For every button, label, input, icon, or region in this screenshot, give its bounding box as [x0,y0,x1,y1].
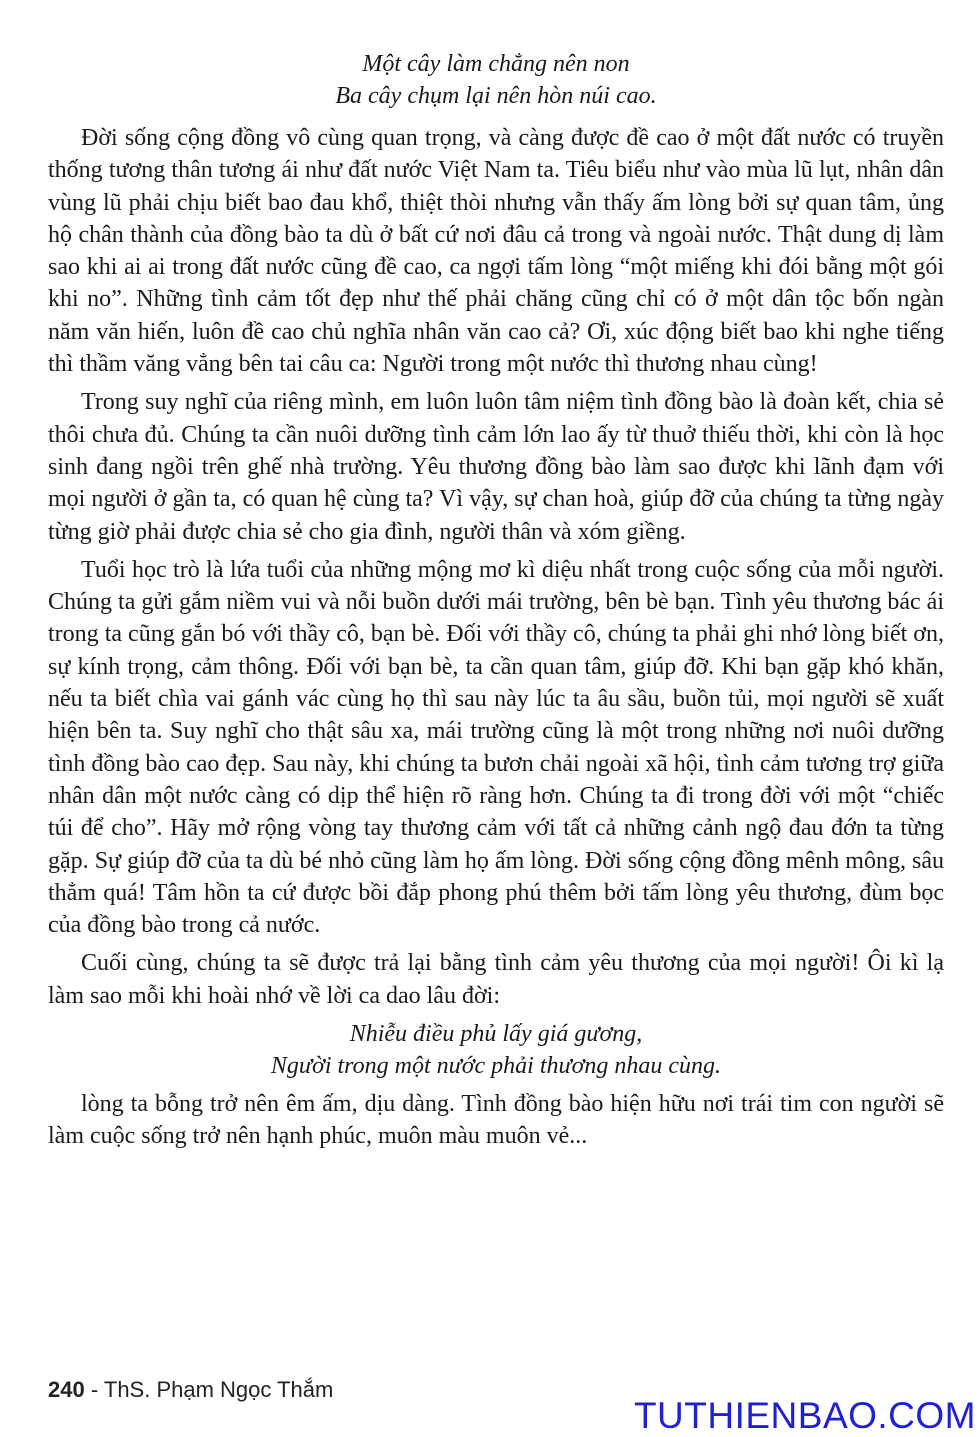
quoted-verse [48,1018,944,1082]
verse-line-1: Một cây làm chẳng nên non [362,51,630,77]
closing-paragraph: lòng ta bỗng trở nên êm ấm, dịu dàng. Tình đồng bào hiện hữu nơi trái tim con người sẽ làm cuộc sống trở nên hạnh phúc, muôn màu muôn vẻ... [48,1091,944,1150]
paragraph-2: Trong suy nghĩ của riêng mình, em luôn luôn tâm niệm tình đồng bào là đoàn kết, chia sẻ thôi chưa đủ. Chúng ta cần nuôi dưỡng tình cảm lớn lao ấy từ thuở thiếu thời, khi còn là học sinh đang ngồi trên ghế nhà trường. Yêu thương đồng bào làm sao được khi lãnh đạm với mọi người ở gần ta, có quan hệ cùng ta? Vì vậy, sự chan hoà, giúp đỡ của chúng ta từng ngày từng giờ phải được chia sẻ cho gia đình, người thân và xóm giềng. [48,389,944,545]
verse-line-2: Ba cây chụm lại nên hòn núi cao. [335,83,657,109]
quoted-verse-line-1: Nhiễu điều phủ lấy giá gương, [349,1021,643,1048]
page-body [48,48,944,1159]
paragraph-3: Tuổi học trò là lứa tuổi của những mộng mơ kì diệu nhất trong cuộc sống của mỗi người. Chúng ta gửi gắm niềm vui và nỗi buồn dưới mái trường, bên bè bạn. Tình yêu thương bác ái trong ta cũng gắn bó với thầy cô, bạn bè. Đối với thầy cô, chúng ta phải ghi nhớ lòng biết ơn, sự kính trọng, cảm thông. Đối với bạn bè, ta cần quan tâm, giúp đỡ. Khi bạn gặp khó khăn, nếu ta biết chìa vai gánh vác cùng họ thì sau này lúc ta âu sầu, buồn tủi, mọi người sẽ xuất hiện bên ta. Suy nghĩ cho thật sâu xa, mái trường cũng là một trong những nơi nuôi dưỡng tình đồng bào cao đẹp. Sau này, khi chúng ta bươn chải ngoài xã hội, tình cảm tương trợ giữa nhân dân một nước càng có dịp thể hiện rõ ràng hơn. Chúng ta đi trong đời với một “chiếc túi để cho”. Hãy mở rộng vòng tay thương cảm với tất cả những cảnh ngộ đau đớn ta từng gặp. Sự giúp đỡ của ta dù bé nhỏ cũng làm họ ấm lòng. Đời sống cộng đồng mênh mông, sâu thẳm quá! Tâm hồn ta cứ được bồi đắp phong phú thêm bởi tấm lòng yêu thương, đùm bọc của đồng bào trong cả nước. [48,556,944,939]
page-footer [48,1377,333,1403]
footer-author: ThS. Phạm Ngọc Thắm [103,1377,334,1402]
paragraph-1: Đời sống cộng đồng vô cùng quan trọng, và càng được đề cao ở một đất nước có truyền thống tương thân tương ái như đất nước Việt Nam ta. Tiêu biểu như vào mùa lũ lụt, nhân dân vùng lũ phải chịu biết bao đau khổ, thiệt thòi nhưng vẫn thấy ấm lòng bởi sự quan tâm, ủng hộ chân thành của đồng bào ta dù ở bất cứ nơi đâu cả trong và ngoài nước. Thật dung dị làm sao khi ai ai trong đất nước cũng đề cao, ca ngợi tấm lòng “một miếng khi đói bằng một gói khi no”. Những tình cảm tốt đẹp như thế phải chăng cũng chỉ có ở một dân tộc bốn ngàn năm văn hiến, luôn đề cao chủ nghĩa nhân văn cao cả? Ơi, xúc động biết bao khi nghe tiếng thì thầm văng vẳng bên tai câu ca: Người trong một nước thì thương nhau cùng! [48,125,944,378]
quoted-verse-line-2: Người trong một nước phải thương nhau cùng. [270,1053,722,1080]
footer-separator: - [84,1377,104,1402]
page-number: 240 [48,1377,85,1402]
paragraph-4: Cuối cùng, chúng ta sẽ được trả lại bằng tình cảm yêu thương của mọi người! Ôi kì lạ làm sao mỗi khi hoài nhớ về lời ca dao lâu đời: [48,950,944,1009]
site-watermark-link[interactable]: TUTHIENBAO.COM [633,1395,976,1436]
